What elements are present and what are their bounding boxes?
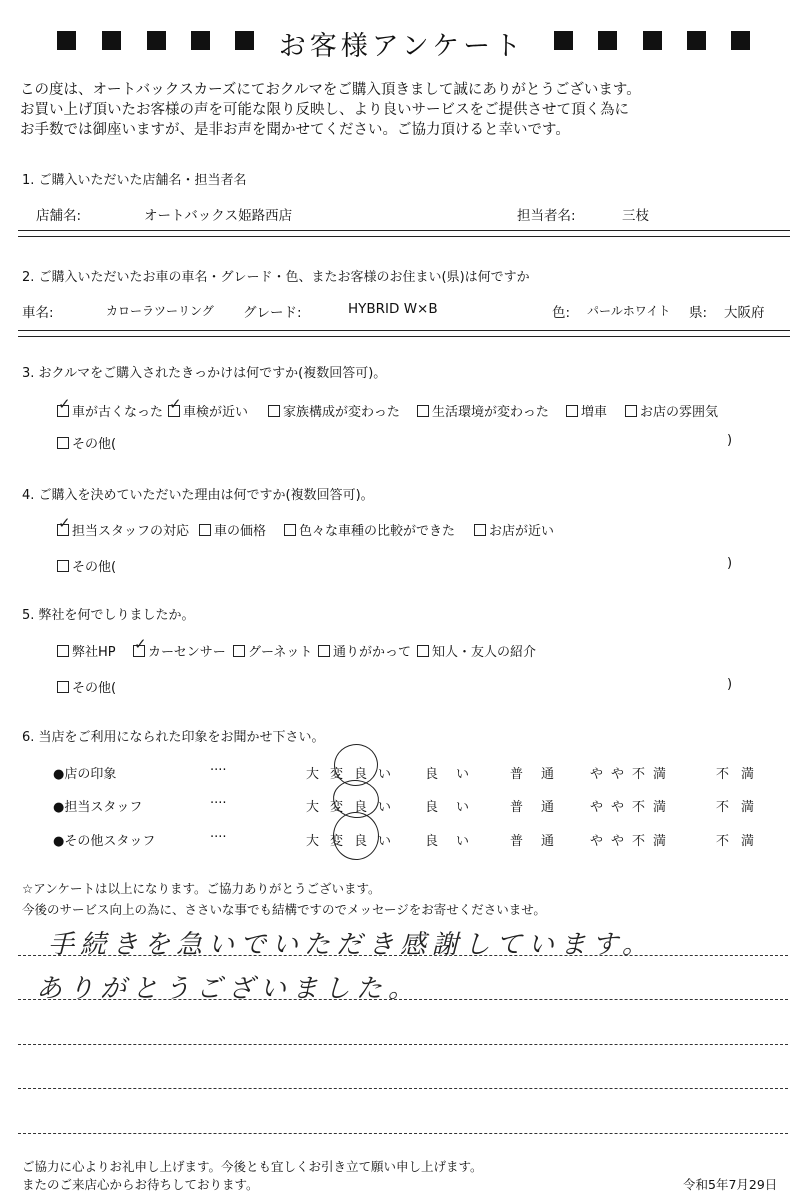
checkbox-option[interactable]: 色々な車種の比較ができた [284, 520, 455, 539]
rating-option-dissatisfied[interactable]: 不満 [716, 767, 767, 782]
checkbox[interactable] [57, 645, 69, 657]
square-bullet-icon [57, 31, 76, 50]
checkbox[interactable] [57, 437, 69, 449]
rating-option-average[interactable]: 普通 [510, 800, 573, 815]
check-mark-icon: ✓ [169, 395, 182, 413]
square-bullet-icon [731, 31, 750, 50]
color-label: 色: [552, 305, 571, 321]
question-4: 4. ご購入を決めていただいた理由は何ですか(複数回答可)。 [22, 488, 374, 503]
message-line[interactable] [18, 1088, 788, 1089]
car-label: 車名: [22, 305, 54, 321]
question-5: 5. 弊社を何でしりましたか。 [22, 608, 195, 623]
footer-visit: またのご来店心からお待ちしております。 [22, 1177, 259, 1192]
checkbox[interactable] [417, 645, 429, 657]
checkbox[interactable] [566, 405, 578, 417]
checkbox-option[interactable]: お店の雰囲気 [625, 401, 718, 420]
rating-option-average[interactable]: 普通 [510, 767, 573, 782]
rating-option-average[interactable]: 普通 [510, 834, 573, 849]
message-line[interactable] [18, 999, 788, 1000]
checkbox-option[interactable]: 車の価格 [199, 520, 266, 539]
intro-line-3: お手数では御座いますが、是非お声を聞かせてください。ご協力頂けると幸いです。 [20, 122, 570, 138]
rating-row-label: ●その他スタッフ [53, 834, 156, 849]
page-title: お客様アンケート [278, 31, 526, 62]
check-mark-icon: ✓ [58, 514, 71, 532]
checkbox-option[interactable]: ✓ 担当スタッフの対応 [58, 514, 190, 539]
checkbox[interactable] [268, 405, 280, 417]
store-value[interactable]: オートバックス姫路西店 [144, 208, 293, 224]
footer-thanks: ご協力に心よりお礼申し上げます。今後とも宜しくお引き立て願い申し上げます。 [22, 1159, 483, 1174]
square-bullet-icon [643, 31, 662, 50]
checkbox-other[interactable]: その他( [57, 677, 116, 696]
checkbox-option[interactable]: 家族構成が変わった [268, 401, 400, 420]
rating-row-label: ●担当スタッフ [53, 800, 143, 815]
other-close-paren: ) [727, 677, 733, 692]
checkbox[interactable] [625, 405, 637, 417]
rating-option-very-good[interactable]: 大変良い [306, 834, 403, 849]
rating-option-somewhat-dissatisfied[interactable]: やや不満 [590, 800, 675, 815]
square-bullet-icon [147, 31, 166, 50]
checkbox[interactable] [57, 681, 69, 693]
square-bullet-icon [235, 31, 254, 50]
staff-label: 担当者名: [517, 208, 576, 224]
message-line[interactable] [18, 955, 788, 956]
checkbox-option[interactable]: ✓ 車検が近い [169, 395, 249, 420]
grade-label: グレード: [243, 305, 302, 321]
checkbox-option[interactable]: 生活環境が変わった [417, 401, 549, 420]
checkbox[interactable] [284, 524, 296, 536]
handwritten-message-line-1: 手続きを急いでいただき感謝しています。 [48, 930, 654, 960]
checkbox-option[interactable]: ✓ カーセンサー [134, 635, 226, 660]
closing-thanks: ☆アンケートは以上になります。ご協力ありがとうございます。 [22, 881, 381, 896]
handwritten-message-line-2: ありがとうございました。 [36, 974, 421, 1004]
question-1: 1. ご購入いただいた店舗名・担当者名 [22, 173, 247, 188]
checkbox-option[interactable]: 知人・友人の紹介 [417, 641, 536, 660]
rating-option-dissatisfied[interactable]: 不満 [716, 800, 767, 815]
leader-dots: ···· [210, 830, 227, 845]
message-prompt: 今後のサービス向上の為に、ささいな事でも結構ですのでメッセージをお寄せくださいませ。 [22, 902, 546, 917]
checkbox[interactable] [57, 560, 69, 572]
checkbox[interactable] [318, 645, 330, 657]
square-bullet-icon [191, 31, 210, 50]
checkbox[interactable] [57, 395, 71, 417]
square-bullet-icon [687, 31, 706, 50]
checkbox-option[interactable]: 弊社HP [57, 641, 116, 660]
rating-option-good[interactable]: 良い [425, 767, 488, 782]
leader-dots: ···· [210, 796, 227, 811]
rating-option-dissatisfied[interactable]: 不満 [716, 834, 767, 849]
checkbox-option[interactable]: お店が近い [474, 520, 554, 539]
checkbox-option[interactable]: 通りがかって [318, 641, 411, 660]
staff-value[interactable]: 三枝 [622, 208, 649, 224]
message-line[interactable] [18, 1133, 788, 1134]
store-label: 店舗名: [36, 208, 82, 224]
checkbox[interactable] [57, 514, 71, 536]
other-close-paren: ) [727, 433, 733, 448]
square-bullet-icon [598, 31, 617, 50]
rating-option-very-good[interactable]: 大変良い [306, 767, 403, 782]
intro-line-2: お買い上げ頂いたお客様の声を可能な限り反映し、より良いサービスをご提供させて頂く為に [20, 102, 629, 118]
selection-circle-icon [331, 810, 380, 861]
survey-date: 令和5年7月29日 [683, 1177, 778, 1192]
prefecture-value[interactable]: 大阪府 [724, 305, 765, 321]
checkbox-other[interactable]: その他( [57, 433, 116, 452]
checkbox[interactable] [233, 645, 245, 657]
divider [18, 230, 790, 237]
checkbox[interactable] [133, 635, 147, 657]
message-line[interactable] [18, 1044, 788, 1045]
checkbox-other[interactable]: その他( [57, 556, 116, 575]
prefecture-label: 県: [689, 305, 708, 321]
question-2: 2. ご購入いただいたお車の車名・グレード・色、またお客様のお住まい(県)は何ですか [22, 270, 530, 285]
rating-option-very-good[interactable]: 大変良い [306, 800, 403, 815]
divider [18, 330, 790, 337]
rating-option-somewhat-dissatisfied[interactable]: やや不満 [590, 767, 675, 782]
rating-option-somewhat-dissatisfied[interactable]: やや不満 [590, 834, 675, 849]
question-3: 3. おクルマをご購入されたきっかけは何ですか(複数回答可)。 [22, 366, 387, 381]
leader-dots: ···· [210, 763, 227, 778]
checkbox-option[interactable]: ✓ 車が古くなった [58, 395, 164, 420]
checkbox[interactable] [417, 405, 429, 417]
square-bullet-icon [102, 31, 121, 50]
square-bullet-icon [554, 31, 573, 50]
rating-option-good[interactable]: 良い [425, 800, 488, 815]
grade-value[interactable]: HYBRID W×B [348, 301, 438, 317]
checkbox[interactable] [474, 524, 486, 536]
car-value[interactable]: カローラツーリング [106, 304, 214, 318]
checkbox-option[interactable]: 増車 [566, 401, 607, 420]
color-value[interactable]: パールホワイト [587, 304, 671, 318]
other-close-paren: ) [727, 556, 733, 571]
rating-option-good[interactable]: 良い [425, 834, 488, 849]
question-6: 6. 当店をご利用になられた印象をお聞かせ下さい。 [22, 730, 325, 745]
check-mark-icon: ✓ [134, 635, 147, 653]
rating-row-label: ●店の印象 [53, 767, 117, 782]
title-row [0, 18, 805, 62]
checkbox-option[interactable]: グーネット [233, 641, 312, 660]
intro-line-1: この度は、オートバックスカーズにておクルマをご購入頂きまして誠にありがとうございます。 [20, 82, 641, 98]
check-mark-icon: ✓ [58, 395, 71, 413]
checkbox[interactable] [168, 395, 182, 417]
checkbox[interactable] [199, 524, 211, 536]
